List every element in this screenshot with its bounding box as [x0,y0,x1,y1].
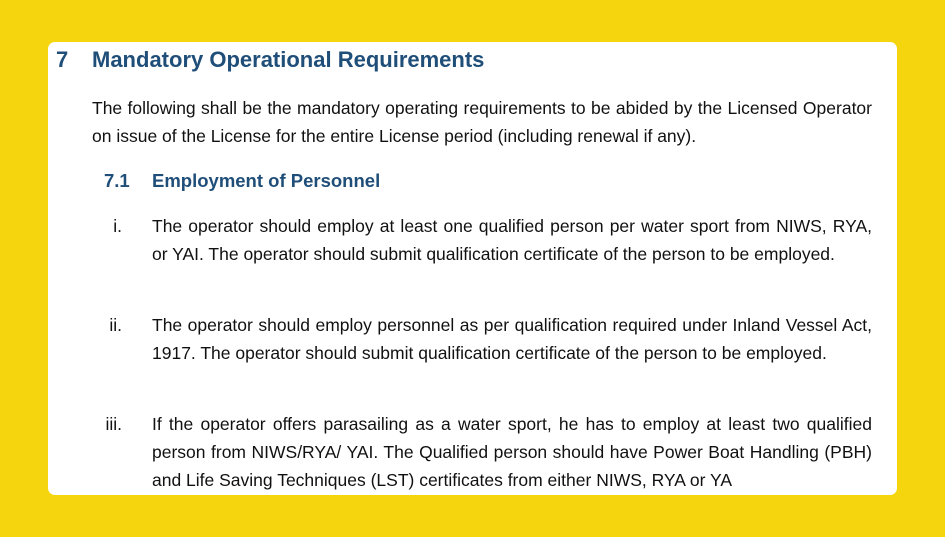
list-marker: ii. [109,315,122,335]
section-number: 7 [56,47,69,72]
section-intro-paragraph: The following shall be the mandatory operating requirements to be abided by the Licensed Operator on issue of the License for the entire License period (including renewal if any). [92,98,872,146]
document-card [48,42,897,495]
list-item-text: The operator should employ at least one qualified person per water sport from NIWS, RYA, or YAI. The operator should submit qualification certificate of the person to be employed. [152,216,872,264]
list-item-text: If the operator offers parasailing as a water sport, he has to employ at least two qualified person from NIWS/RYA/ YAI. The Qualified person should have Power Boat Handling (PBH) and Life Saving Techniques (LST) certificates from either NIWS, RYA or YA [152,414,872,490]
list-marker: i. [113,216,122,236]
list-item-text: The operator should employ personnel as per qualification required under Inland Vessel Act, 1917. The operator should submit qualification certificate of the person to be employed. [152,315,872,363]
subsection-number: 7.1 [104,170,130,191]
subsection-title: Employment of Personnel [152,170,381,191]
subsection-heading [104,167,380,195]
list-marker: iii. [105,414,122,434]
section-heading [56,45,484,75]
section-title: Mandatory Operational Requirements [92,47,485,72]
